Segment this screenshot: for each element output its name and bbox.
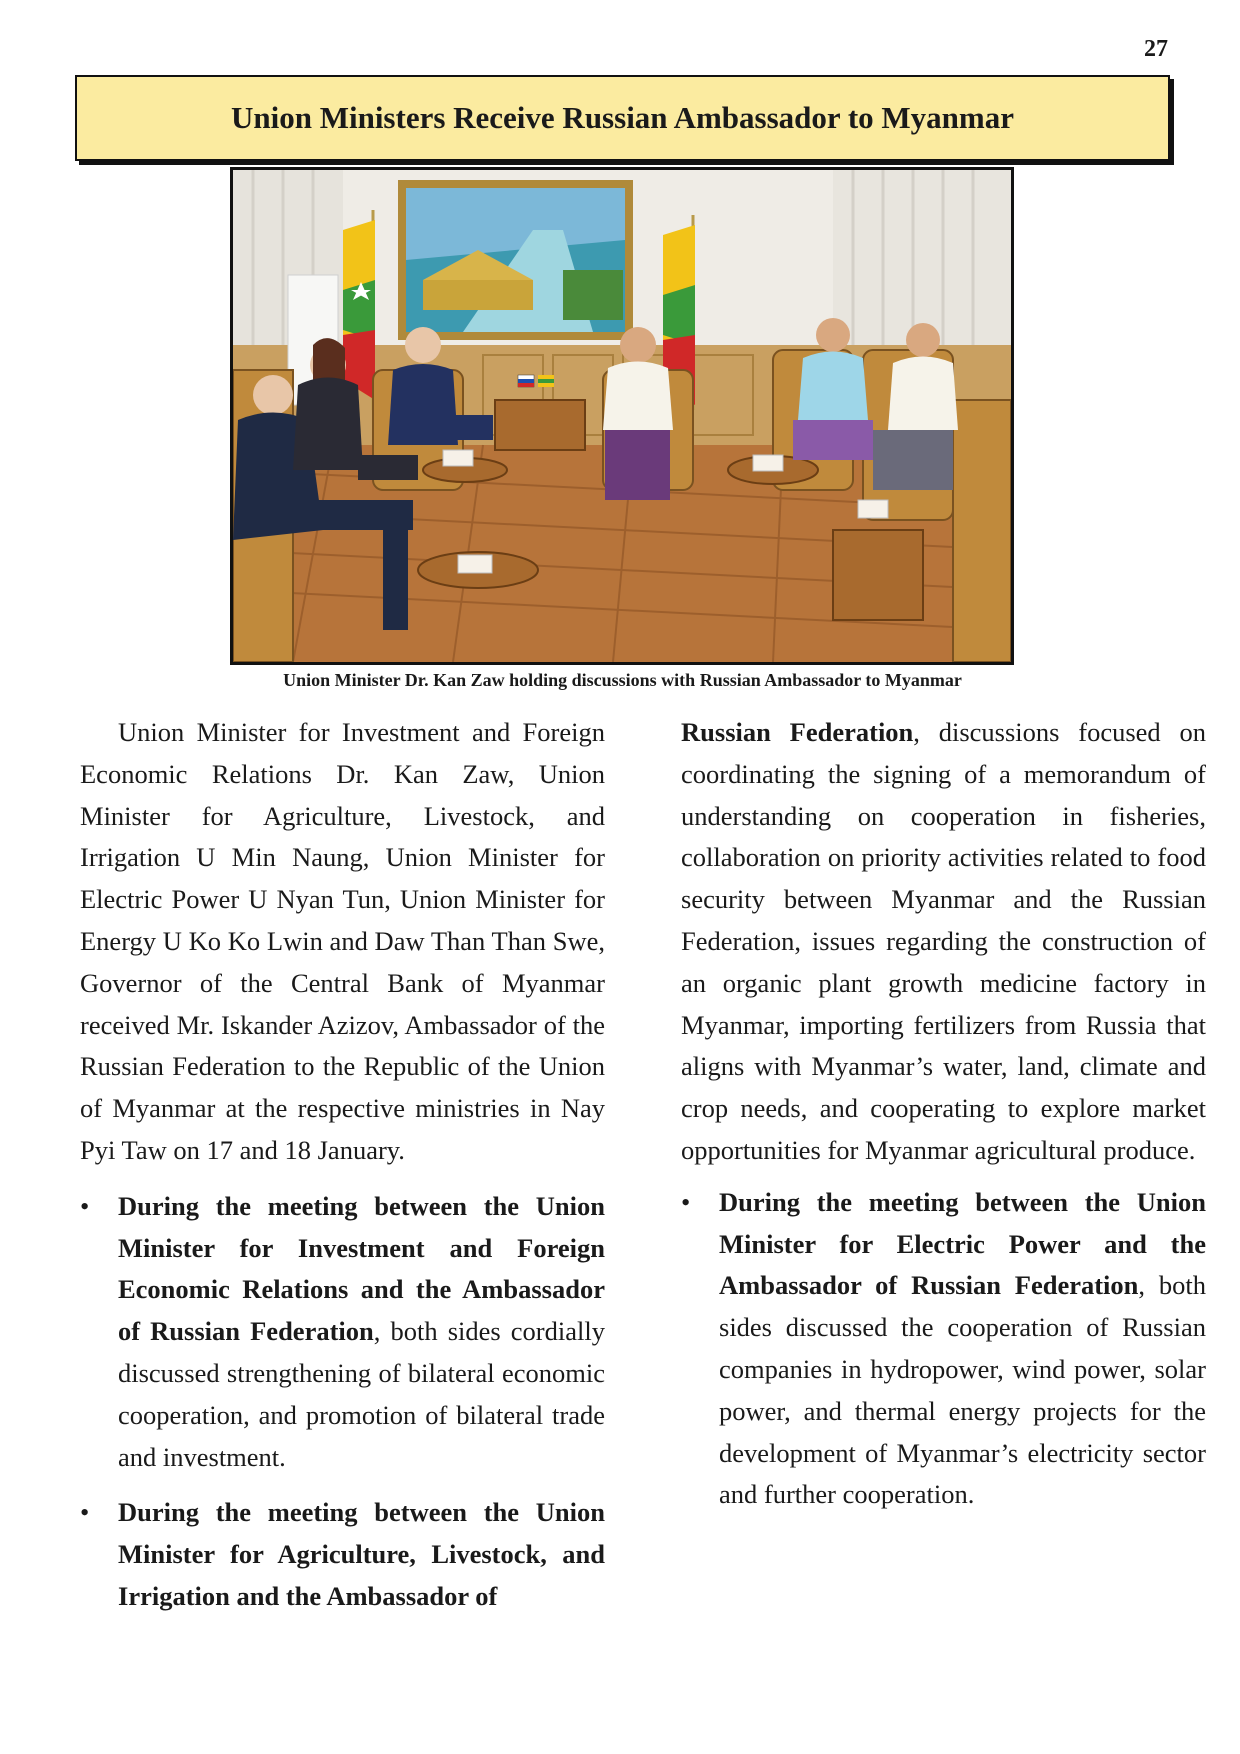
photo-caption: Union Minister Dr. Kan Zaw holding discussions with Russian Ambassador to Myanmar — [283, 670, 962, 690]
bullet-agriculture-lead: During the meeting between the Union Minister for Agriculture, Livestock, and Irrigation and the Ambassador of — [118, 1497, 605, 1611]
bullet-electric-power-text: , both sides discussed the cooperation of Russian companies in hydropower, wind power, solar power, and thermal energy projects for the development of Myanmar’s electricity sector and further cooperation. — [719, 1270, 1206, 1510]
title-banner — [75, 75, 1170, 161]
intro-paragraph: Union Minister for Investment and Foreign Economic Relations Dr. Kan Zaw, Union Minister for Agriculture, Livestock, and Irrigation U Min Naung, Union Minister for Electric Power U Nyan Tun, Union Minister for Energy U Ko Ko Lwin and Daw Than Than Swe, Governor of the Central Bank of Myanmar received Mr. Iskander Azizov, Ambassador of the Russian Federation to the Republic of the Union of Myanmar at the respective ministries in Nay Pyi Taw on 17 and 18 January. — [80, 717, 605, 1165]
bullet-investment — [80, 1186, 605, 1479]
bullet-agriculture-continued — [681, 712, 1206, 1172]
bullet-electric-power-lead: During the meeting between the Union Minister for Electric Power and the Ambassador of Russian Federation — [719, 1186, 1206, 1301]
bullet-electric-power — [681, 1182, 1206, 1516]
left-column — [80, 712, 605, 1618]
bullet-agriculture-lead-continued: Russian Federation — [681, 717, 914, 747]
article-photo — [230, 167, 1014, 665]
bullet-agriculture — [80, 1492, 605, 1617]
right-column — [681, 712, 1206, 1516]
page-number: 27 — [1144, 36, 1168, 62]
meeting-photo-illustration — [233, 170, 1011, 662]
article-title: Union Ministers Receive Russian Ambassador to Myanmar — [230, 100, 1015, 135]
bullet-agriculture-text: , discussions focused on coordinating the signing of a memorandum of understanding on cooperation in fisheries, collaboration on priority activities related to food security between Myanmar and the Russian Federation, issues regarding the construction of an organic plant growth medicine factory in Myanmar, importing fertilizers from Russia that aligns with Myanmar’s water, land, climate and crop needs, and cooperating to explore market opportunities for Myanmar agricultural produce. — [681, 717, 1206, 1165]
bullet-investment-lead: During the meeting between the Union Minister for Investment and Foreign Economic Relations and the Ambassador of Russian Federation — [118, 1190, 605, 1347]
bullet-investment-text: , both sides cordially discussed strengthening of bilateral economic cooperation, and promotion of bilateral trade and investment. — [118, 1316, 605, 1472]
